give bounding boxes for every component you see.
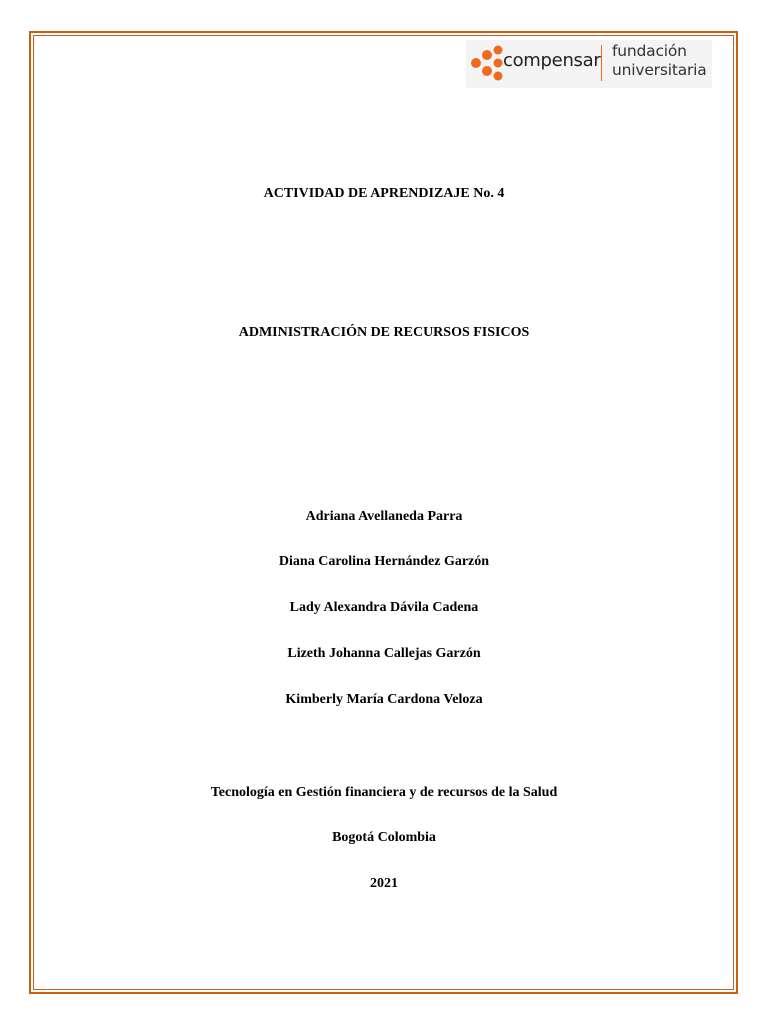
- author-name: Lizeth Johanna Callejas Garzón: [287, 646, 481, 661]
- logo-divider: [601, 45, 602, 81]
- logo-universitaria-text: universitaria: [612, 61, 707, 79]
- author-name: Lady Alexandra Dávila Cadena: [289, 600, 479, 615]
- logo-fundacion-text: fundación: [612, 42, 687, 60]
- author-name: Diana Carolina Hernández Garzón: [278, 554, 490, 569]
- author-name: Adriana Avellaneda Parra: [305, 509, 463, 524]
- compensar-dots-icon: [470, 45, 504, 81]
- logo-brand-text: compensar: [503, 50, 601, 71]
- author-name: Kimberly María Cardona Veloza: [285, 692, 483, 707]
- program-name: Tecnología en Gestión financiera y de recursos de la Salud: [210, 785, 558, 800]
- location: Bogotá Colombia: [332, 830, 436, 845]
- institution-logo: [466, 40, 712, 88]
- year: 2021: [370, 876, 398, 891]
- activity-title: ACTIVIDAD DE APRENDIZAJE No. 4: [263, 186, 505, 201]
- subject-title: ADMINISTRACIÓN DE RECURSOS FISICOS: [238, 325, 530, 340]
